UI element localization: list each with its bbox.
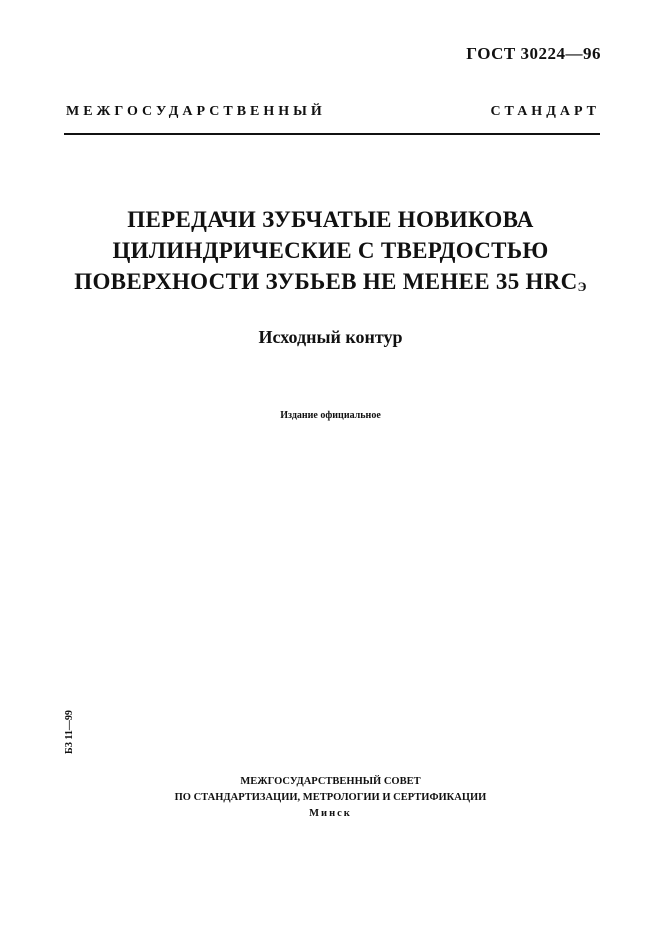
header-divider (64, 133, 600, 135)
document-number: ГОСТ 30224—96 (466, 44, 601, 63)
title-line-2: ЦИЛИНДРИЧЕСКИЕ С ТВЕРДОСТЬЮ (112, 238, 549, 263)
publisher-city: Минск (309, 808, 352, 819)
edition-note: Издание официальное (280, 410, 381, 421)
document-title (40, 204, 621, 302)
publisher-block (40, 774, 621, 822)
document-subtitle: Исходный контур (258, 327, 403, 347)
standard-type-heading: МЕЖГОСУДАРСТВЕННЫЙ СТАНДАРТ (66, 104, 600, 119)
publisher-line-1: МЕЖГОСУДАРСТВЕННЫЙ СОВЕТ (240, 776, 421, 787)
title-line-3 (40, 266, 621, 302)
title-line-3-text: ПОВЕРХНОСТИ ЗУБЬЕВ НЕ МЕНЕЕ 35 HRC (74, 269, 578, 294)
title-line-1: ПЕРЕДАЧИ ЗУБЧАТЫЕ НОВИКОВА (127, 207, 534, 232)
publisher-line-2: ПО СТАНДАРТИЗАЦИИ, МЕТРОЛОГИИ И СЕРТИФИКАЦИИ (174, 792, 487, 803)
title-hardness-subscript: Э (577, 279, 587, 294)
side-code-text: БЗ 11—99 (64, 710, 75, 754)
